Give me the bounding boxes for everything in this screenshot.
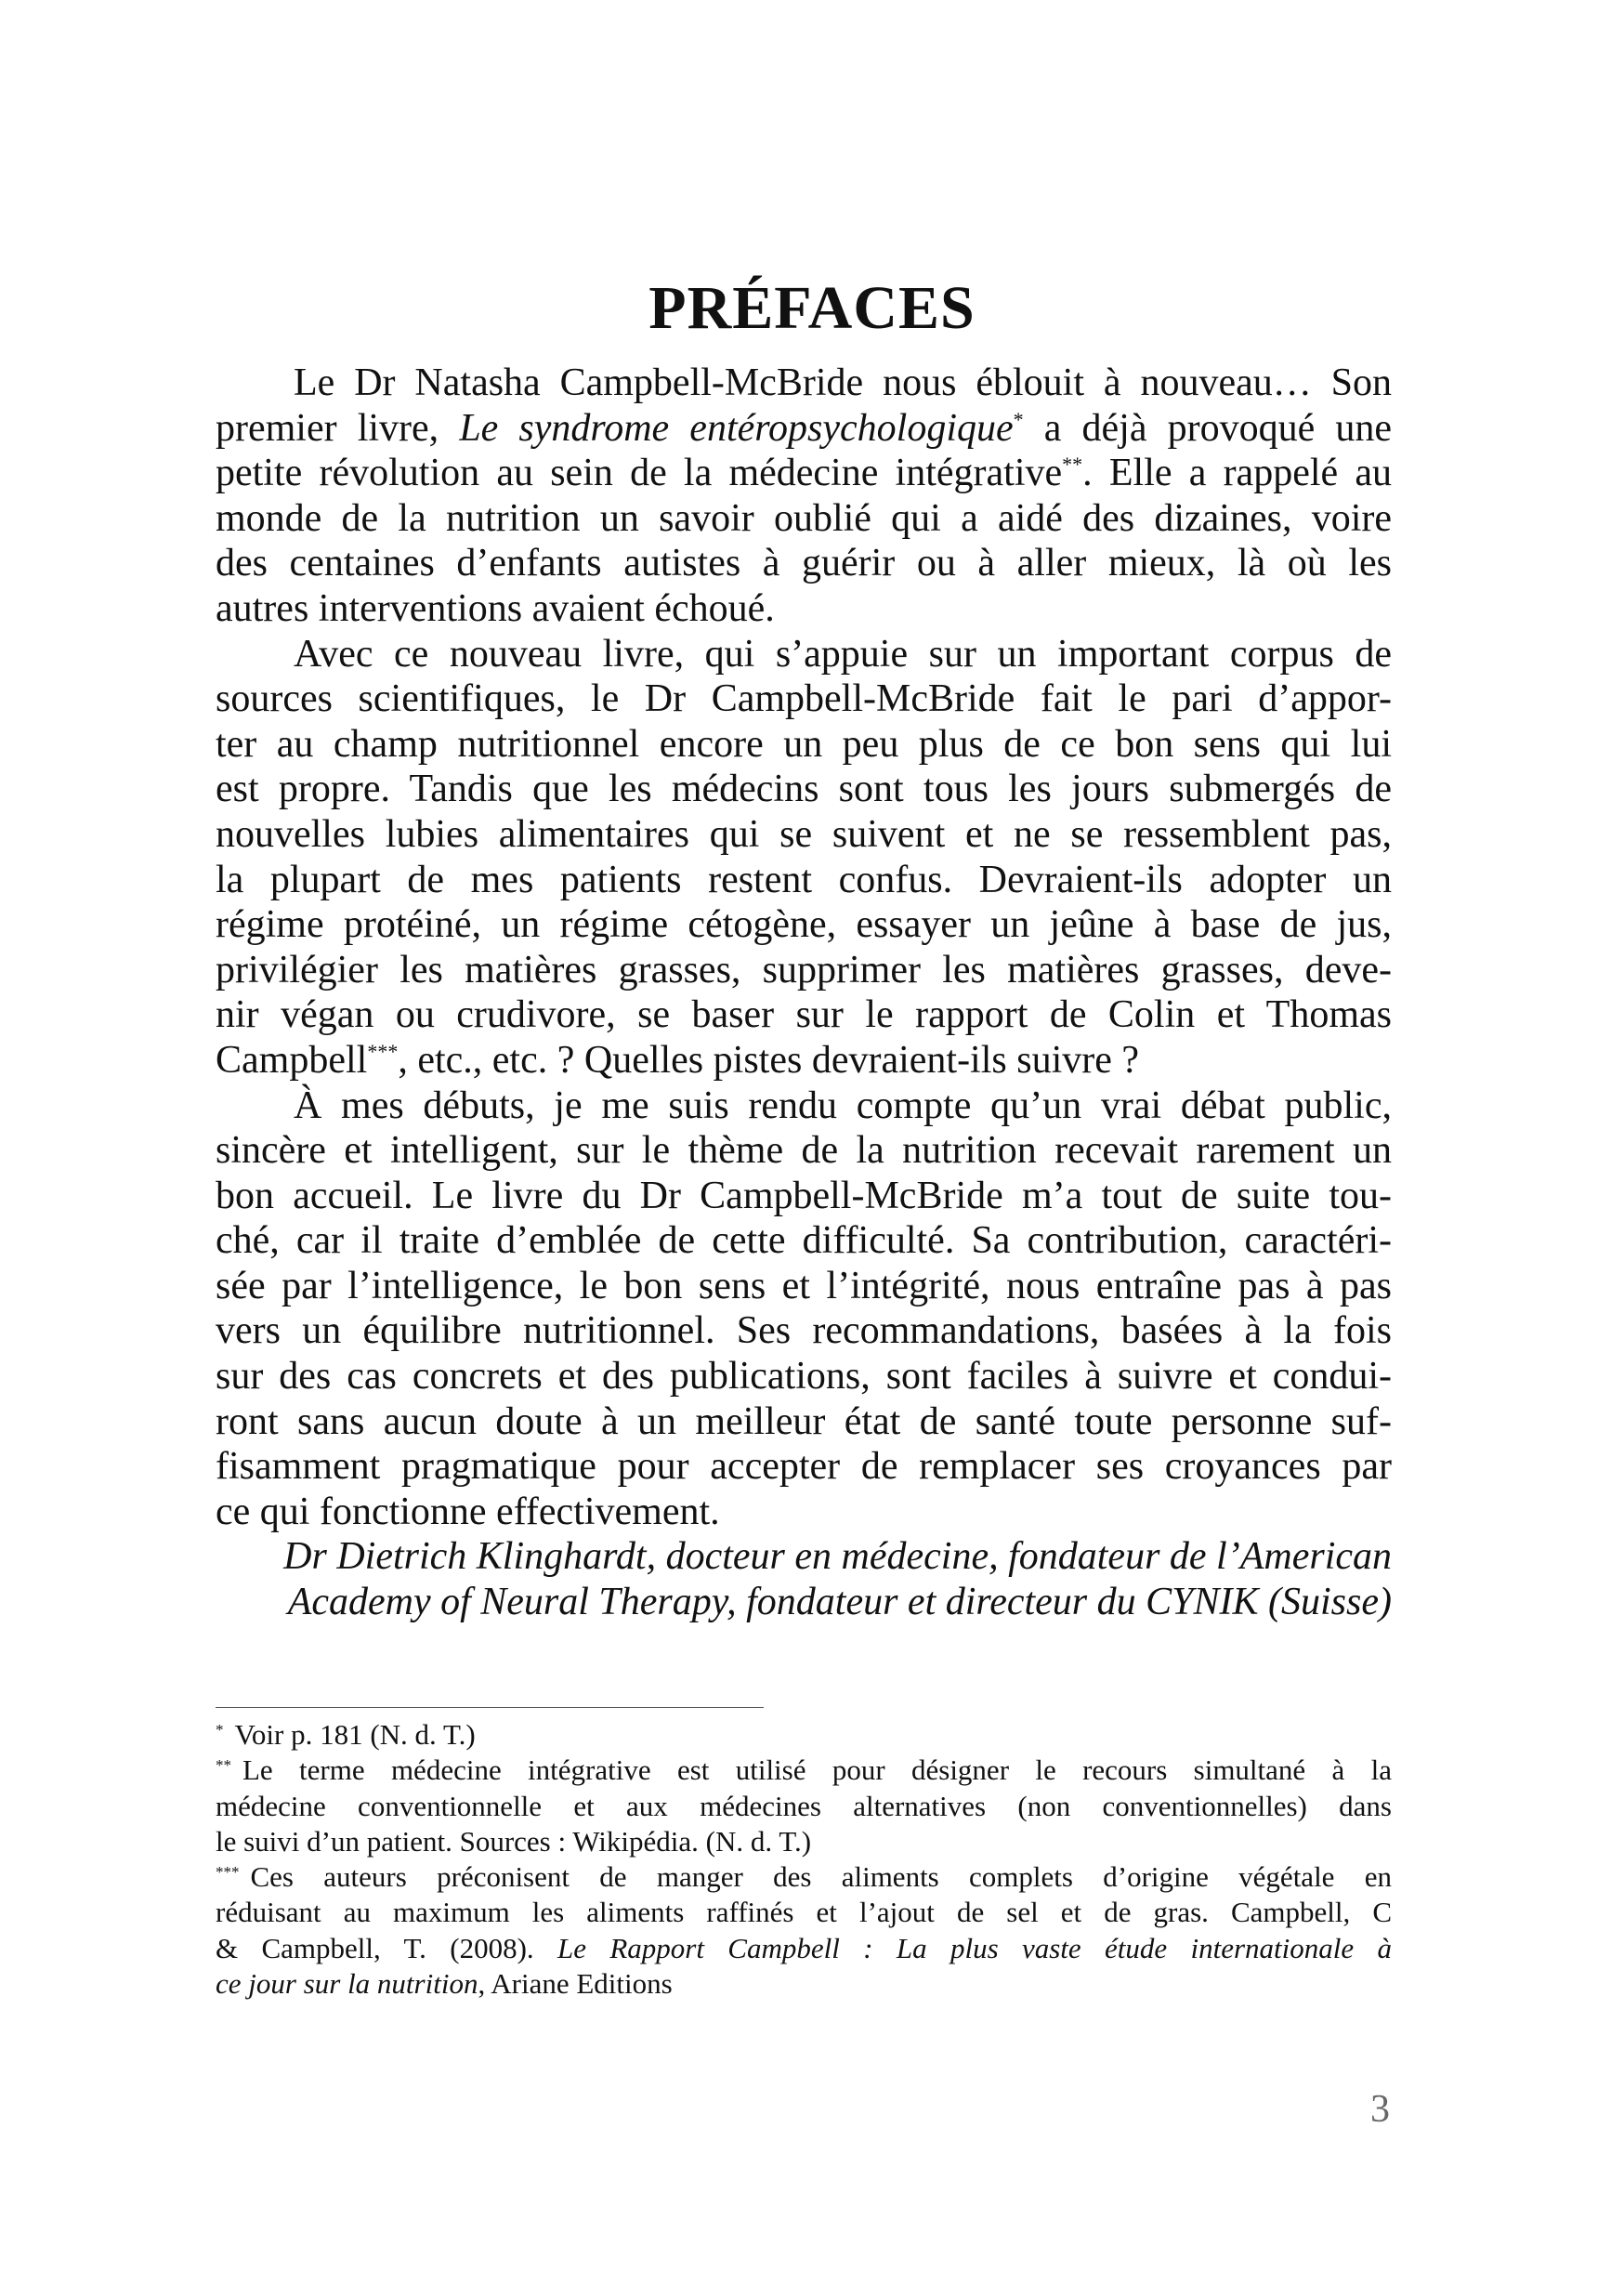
footnote-line: [216, 1717, 1392, 1753]
text-line: sources scientifiques, le Dr Campbell-McBride fait le pari d’appor-: [216, 677, 1392, 721]
text-line: privilégier les matières grasses, supprimer les matières grasses, deve-: [216, 948, 1392, 992]
text-line: vers un équilibre nutritionnel. Ses recommandations, basées à la fois: [216, 1309, 1392, 1353]
text-line: ché, car il traite d’emblée de cette difficulté. Sa contribution, caractéri-: [216, 1219, 1392, 1263]
text-line: nouvelles lubies alimentaires qui se suivent et ne se ressemblent pas,: [216, 812, 1392, 856]
text-line: sincère et intelligent, sur le thème de la nutrition recevait rarement un: [216, 1129, 1392, 1173]
footnote-divider: [216, 1707, 764, 1708]
text-line: autres interventions avaient échoué.: [216, 586, 775, 630]
page-title: PRÉFACES: [648, 274, 976, 342]
text-line: régime protéiné, un régime cétogène, essayer un jeûne à base de jus,: [216, 903, 1392, 947]
cited-title: Le Rapport Campbell : La plus vaste étude internationale à: [557, 1931, 1392, 1964]
footnote-line: le suivi d’un patient. Sources : Wikipédia. (N. d. T.): [216, 1824, 812, 1858]
footnote-text: Ces auteurs préconisent de manger des aliments complets d’origine végétale en: [250, 1860, 1392, 1894]
paragraph-1: [216, 361, 1392, 632]
paragraph-3: [216, 1083, 1392, 1535]
footnote-ref-2: **: [1062, 453, 1083, 477]
text-line: premier livre, Le syndrome entéropsychologique* a déjà provoqué une: [216, 406, 1393, 450]
footnote-line: ce jour sur la nutrition, Ariane Editions: [216, 1967, 673, 2001]
text-line: nir végan ou crudivore, se baser sur le rapport de Colin et Thomas: [216, 993, 1392, 1037]
footnotes: [216, 1717, 1392, 2002]
footnote-line: médecine conventionnelle et aux médecines alternatives (non conventionnelles) dans: [216, 1789, 1392, 1822]
text-line: sée par l’intelligence, le bon sens et l’intégrité, nous entraîne pas à pas: [216, 1264, 1392, 1307]
text-line: monde de la nutrition un savoir oublié qui a aidé des dizaines, voire: [216, 496, 1392, 540]
footnote-1: [216, 1717, 1392, 1753]
footnote-line: réduisant au maximum les aliments raffinés et l’ajout de sel et de gras. Campbell, C: [216, 1896, 1392, 1929]
text-line: fisamment pragmatique pour accepter de remplacer ses croyances par: [216, 1445, 1392, 1489]
footnote-3: [216, 1859, 1392, 2002]
footnote-mark: **: [216, 1756, 231, 1775]
text-line: bon accueil. Le livre du Dr Campbell-McBride m’a tout de suite tou-: [216, 1174, 1392, 1217]
footnote-line: & Campbell, T. (2008). Le Rapport Campbell : La plus vaste étude internationale à: [216, 1931, 1392, 1964]
text-line: des centaines d’enfants autistes à guérir ou à aller mieux, là où les: [216, 542, 1392, 585]
footnote-mark: ***: [216, 1863, 240, 1882]
text-line: est propre. Tandis que les médecins sont tous les jours submergés de: [216, 768, 1392, 811]
cited-title: ce jour sur la nutrition: [216, 1967, 478, 2001]
text-line: ront sans aucun doute à un meilleur état de santé toute personne suf-: [216, 1399, 1392, 1443]
text-line: petite révolution au sein de la médecine intégrative**. Elle a rappelé au: [216, 452, 1393, 495]
author-signature: [216, 1534, 1392, 1624]
text-line: Le Dr Natasha Campbell-McBride nous éblouit à nouveau… Son: [294, 361, 1392, 404]
book-title: Le syndrome entéropsychologique: [459, 406, 1014, 450]
paragraph-2: [216, 632, 1392, 1083]
footnote-2: [216, 1753, 1392, 1859]
footnote-ref-3: ***: [367, 1039, 399, 1063]
footnote-text: Voir p. 181 (N. d. T.): [234, 1718, 476, 1751]
footnote-line: [216, 1753, 1392, 1788]
page-number: 3: [1370, 2088, 1390, 2131]
preface-body: [216, 361, 1392, 1625]
footnote-line: [216, 1859, 1392, 1895]
footnote-mark: *: [216, 1721, 224, 1739]
text-line: Avec ce nouveau livre, qui s’appuie sur un important corpus de: [294, 632, 1392, 676]
text-line: sur des cas concrets et des publications, sont faciles à suivre et condui-: [216, 1355, 1392, 1399]
signature-line: Academy of Neural Therapy, fondateur et directeur du CYNIK (Suisse): [287, 1581, 1392, 1624]
footnote-text: Le terme médecine intégrative est utilisé pour désigner le recours simultané à la: [242, 1753, 1392, 1787]
footnote-ref-1: *: [1013, 407, 1024, 431]
text-line: la plupart de mes patients restent confus. Devraient-ils adopter un: [216, 858, 1392, 901]
text-line: À mes débuts, je me suis rendu compte qu’un vrai débat public,: [294, 1083, 1392, 1127]
signature-line: Dr Dietrich Klinghardt, docteur en médecine, fondateur de l’American: [283, 1535, 1392, 1579]
text-line: ce qui fonctionne effectivement.: [216, 1490, 720, 1533]
text-line: Campbell***, etc., etc. ? Quelles pistes devraient-ils suivre ?: [216, 1038, 1140, 1082]
text-line: ter au champ nutritionnel encore un peu plus de ce bon sens qui lui: [216, 722, 1392, 766]
